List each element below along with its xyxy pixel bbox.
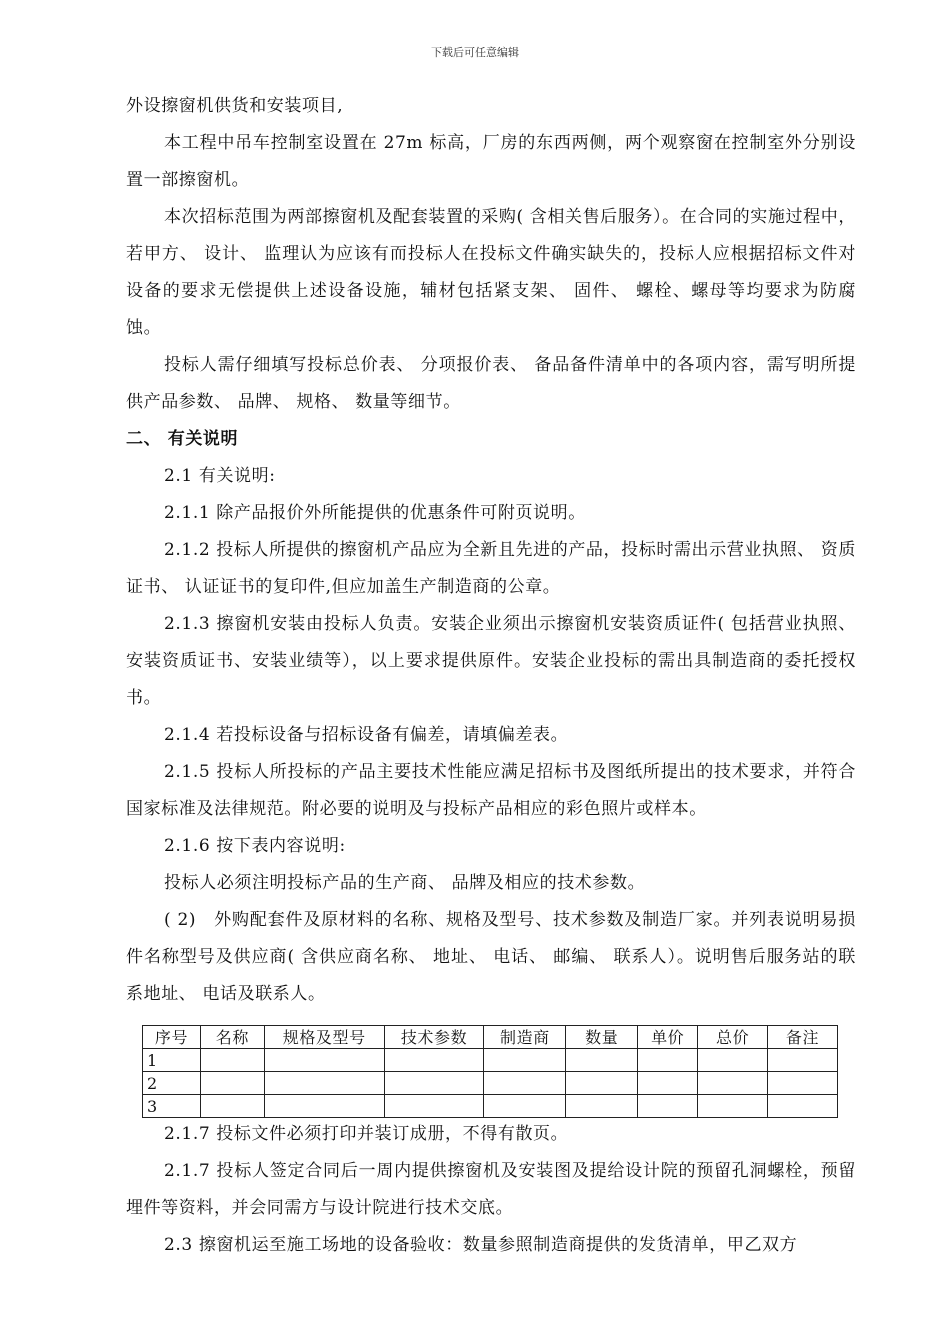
paragraph: 投标人必须注明投标产品的生产商、 品牌及相应的技术参数。 — [164, 873, 646, 893]
intro-section — [126, 88, 856, 421]
table-cell — [768, 1049, 838, 1072]
paragraph: 2.1 有关说明: — [164, 466, 276, 486]
table-cell — [264, 1095, 384, 1118]
table-header-cell: 备注 — [768, 1026, 838, 1049]
table-header-cell: 规格及型号 — [264, 1026, 384, 1049]
table-cell: 1 — [143, 1049, 201, 1072]
table-cell — [638, 1049, 698, 1072]
document-body — [126, 88, 856, 1264]
table-header-cell: 单价 — [638, 1026, 698, 1049]
table-header-cell: 技术参数 — [384, 1026, 484, 1049]
table-cell — [566, 1049, 638, 1072]
closing-section — [126, 1116, 856, 1264]
paragraph: 2.1.2 投标人所提供的擦窗机产品应为全新且先进的产品，投标时需出示营业执照、 资质证书、 认证证书的复印件,但应加盖生产制造商的公章。 — [126, 540, 856, 597]
table-header-cell: 名称 — [200, 1026, 264, 1049]
table-row — [143, 1095, 838, 1118]
table-cell — [698, 1072, 768, 1095]
table-body — [143, 1049, 838, 1118]
paragraph: 2.1.5 投标人所投标的产品主要技术性能应满足招标书及图纸所提出的技术要求，并符合国家标准及法律规范。附必要的说明及与投标产品相应的彩色照片或样本。 — [126, 762, 856, 819]
table-cell — [484, 1049, 566, 1072]
table-cell: 2 — [143, 1072, 201, 1095]
table-header-cell: 序号 — [143, 1026, 201, 1049]
paragraph: 2.1.6 按下表内容说明: — [164, 836, 346, 856]
table-cell — [384, 1072, 484, 1095]
table-header-cell: 制造商 — [484, 1026, 566, 1049]
table-cell — [768, 1095, 838, 1118]
table-cell — [768, 1072, 838, 1095]
table-cell — [384, 1095, 484, 1118]
table-cell: 3 — [143, 1095, 201, 1118]
table-cell — [698, 1049, 768, 1072]
table-cell — [484, 1095, 566, 1118]
paragraph: 投标人需仔细填写投标总价表、 分项报价表、 备品备件清单中的各项内容，需写明所提供产品参数、 品牌、 规格、 数量等细节。 — [126, 355, 856, 412]
paragraph: 2.1.1 除产品报价外所能提供的优惠条件可附页说明。 — [164, 503, 586, 523]
paragraph: 2.1.7 投标人签定合同后一周内提供擦窗机及安装图及提给设计院的预留孔洞螺栓，预留埋件等资料，并会同需方与设计院进行技术交底。 — [126, 1161, 856, 1218]
paragraph: 2.1.7 投标文件必须打印并装订成册，不得有散页。 — [164, 1124, 569, 1144]
table-cell — [698, 1095, 768, 1118]
table-header-cell: 总价 — [698, 1026, 768, 1049]
spec-table — [142, 1025, 838, 1118]
table-cell — [484, 1072, 566, 1095]
table-cell — [638, 1095, 698, 1118]
explanation-section — [126, 458, 856, 1013]
table-cell — [638, 1072, 698, 1095]
table-cell — [566, 1095, 638, 1118]
section-heading: 二、 有关说明 — [126, 429, 239, 449]
table-header-cell: 数量 — [566, 1026, 638, 1049]
spec-table-wrapper — [142, 1025, 856, 1118]
table-cell — [384, 1049, 484, 1072]
paragraph: 2.1.3 擦窗机安装由投标人负责。安装企业须出示擦窗机安装资质证件( 包括营业执照、安装资质证书、安装业绩等），以上要求提供原件。安装企业投标的需出具制造商的委托授权书。 — [126, 614, 856, 708]
table-cell — [264, 1072, 384, 1095]
table-cell — [566, 1072, 638, 1095]
table-header-row — [143, 1026, 838, 1049]
paragraph: 外设擦窗机供货和安装项目, — [126, 96, 344, 116]
table-cell — [200, 1049, 264, 1072]
table-cell — [200, 1072, 264, 1095]
table-row — [143, 1049, 838, 1072]
paragraph: 本工程中吊车控制室设置在 27m 标高，厂房的东西两侧，两个观察窗在控制室外分别设置一部擦窗机。 — [126, 133, 856, 190]
paragraph: ( 2) 外购配套件及原材料的名称、规格及型号、技术参数及制造厂家。并列表说明易损件名称型号及供应商( 含供应商名称、 地址、 电话、 邮编、 联系人）。说明售后服务站的联系地址、 电话及联系人。 — [126, 910, 856, 1004]
paragraph: 2.3 擦窗机运至施工场地的设备验收：数量参照制造商提供的发货清单，甲乙双方 — [164, 1235, 798, 1255]
table-row — [143, 1072, 838, 1095]
page-header: 下载后可任意编辑 — [431, 46, 519, 59]
table-cell — [264, 1049, 384, 1072]
paragraph: 本次招标范围为两部擦窗机及配套装置的采购( 含相关售后服务）。在合同的实施过程中，若甲方、 设计、 监理认为应该有而投标人在投标文件确实缺失的，投标人应根据招标文件对设备的要求无偿提供上述设备设施，辅材包括紧支架、 固件、 螺栓、螺母等均要求为防腐蚀。 — [126, 207, 856, 338]
paragraph: 2.1.4 若投标设备与招标设备有偏差，请填偏差表。 — [164, 725, 569, 745]
table-cell — [200, 1095, 264, 1118]
